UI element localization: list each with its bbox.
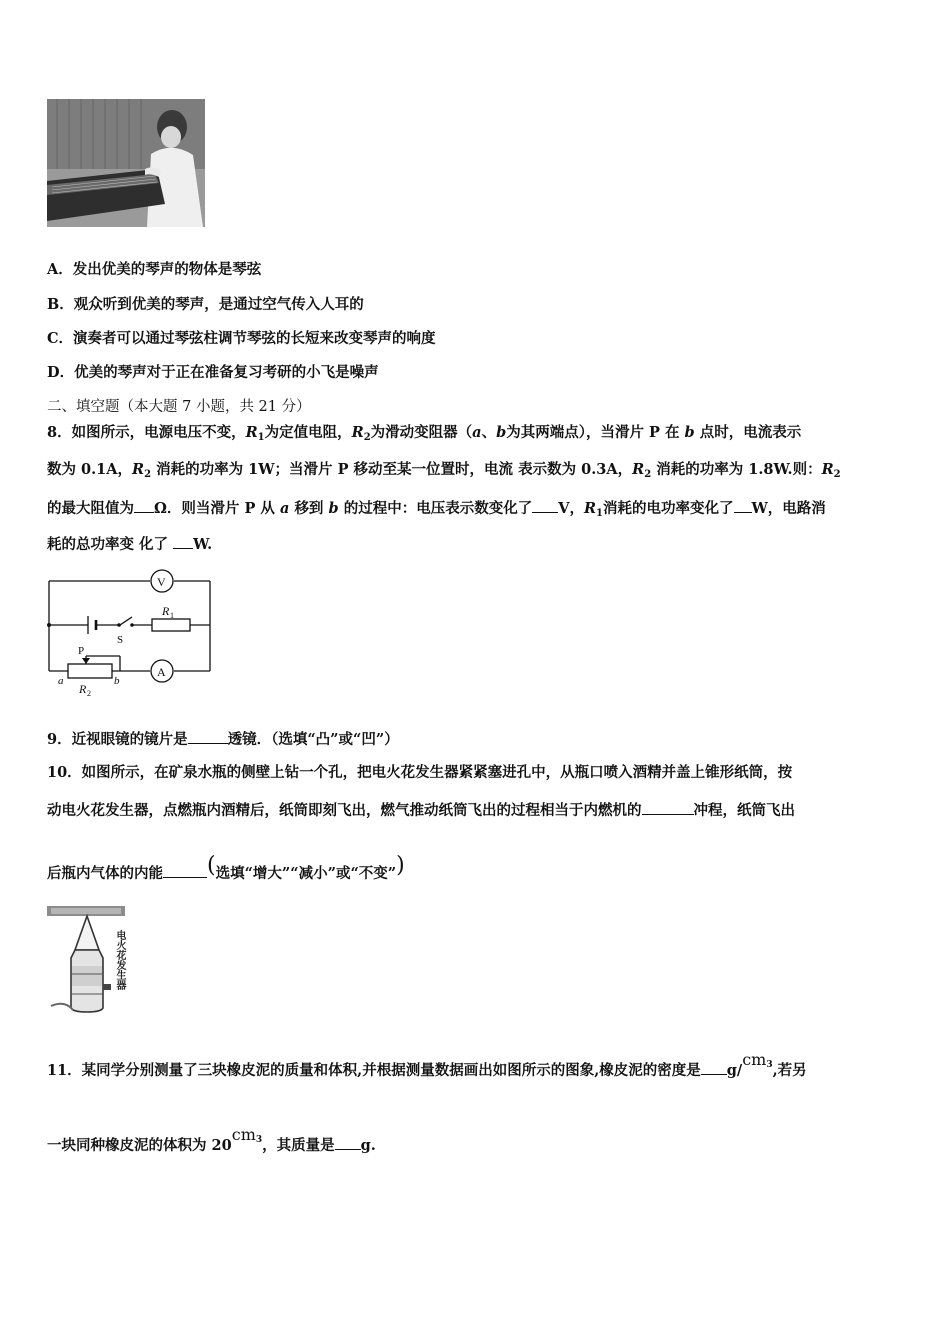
voltmeter-label: V [157, 575, 166, 589]
q10-line-2: 动电火花发生器，点燃瓶内酒精后，纸筒即刻飞出，燃气推动纸筒飞出的过程相当于内燃机的 冲程，纸筒飞出 [47, 799, 795, 821]
blank[interactable] [335, 1134, 361, 1150]
end-a-label: a [58, 675, 64, 687]
q10-line-3: 后瓶内气体的内能 (选填“增大”“减小”或“不变”) [47, 853, 405, 882]
blank[interactable] [701, 1059, 727, 1075]
blank[interactable] [734, 497, 752, 513]
q8-line-4: 耗的总功率变 化了 W. [47, 533, 212, 555]
end-b-label: b [114, 675, 120, 687]
q9-line: 9．近视眼镜的镜片是 透镜．（选填“凸”或“凹”） [47, 728, 399, 750]
r2-label: R [79, 682, 87, 696]
q11-line-2: 一块同种橡皮泥的体积为 $20cm^3$，其质量是 g. [47, 1125, 376, 1154]
option-b: B．观众听到优美的琴声，是通过空气传入人耳的 [47, 296, 364, 313]
slider-label: P [78, 645, 85, 657]
option-a: A．发出优美的琴声的物体是琴弦 [47, 261, 262, 278]
blank[interactable] [173, 533, 193, 549]
section-heading: 二、填空题（本大题 7 小题，共 21 分） [47, 399, 311, 415]
option-c: C．演奏者可以通过琴弦柱调节琴弦的长短来改变琴声的响度 [47, 330, 436, 347]
switch-contact [130, 623, 134, 627]
q10-line-1: 10．如图所示，在矿泉水瓶的侧壁上钻一个孔，把电火花发生器紧紧塞进孔中，从瓶口喷入酒精并盖上锥形纸筒，按 [47, 764, 793, 781]
r2-subscript: 2 [87, 689, 91, 698]
r1-subscript: 1 [170, 611, 174, 620]
blank[interactable] [163, 862, 207, 878]
junction-dot [47, 623, 51, 627]
bottle-figure-label: 电火花发生器 [114, 930, 125, 990]
switch-pivot [117, 623, 121, 627]
q8-line-1: 8．如图所示，电源电压不变，$R_1$为定值电阻，$R_2$为滑动变阻器（a、b为其两端点），当滑片 P 在 b 点时，电流表示 [47, 424, 802, 443]
blank[interactable] [134, 497, 154, 513]
circuit-diagram [40, 566, 220, 698]
switch-label: S [117, 634, 124, 646]
ammeter-label: A [157, 665, 166, 679]
blank[interactable] [642, 799, 694, 815]
blank[interactable] [532, 497, 558, 513]
zither-photo [47, 99, 205, 227]
q8-line-2: 数为 0.1A，$R_2$ 消耗的功率为 1W；当滑片 P 移动至某一位置时，电流 表示数为 0.3A，$R_2$ 消耗的功率为 1.8W.则：$R_2$ [47, 461, 841, 480]
r1-label: R [162, 604, 170, 618]
q8-line-3: 的最大阻值为 Ω．则当滑片 P 从 a 移到 b 的过程中：电压表示数变化了 V，$R_1$消耗的电功率变化了 W，电路消 [47, 497, 826, 524]
blank[interactable] [188, 728, 228, 744]
q11-line-1: 11．某同学分别测量了三块橡皮泥的质量和体积,并根据测量数据画出如图所示的图象,橡皮泥的密度是 $g/cm^3$,若另 [47, 1050, 807, 1079]
option-d: D．优美的琴声对于正在准备复习考研的小飞是噪声 [47, 364, 379, 381]
